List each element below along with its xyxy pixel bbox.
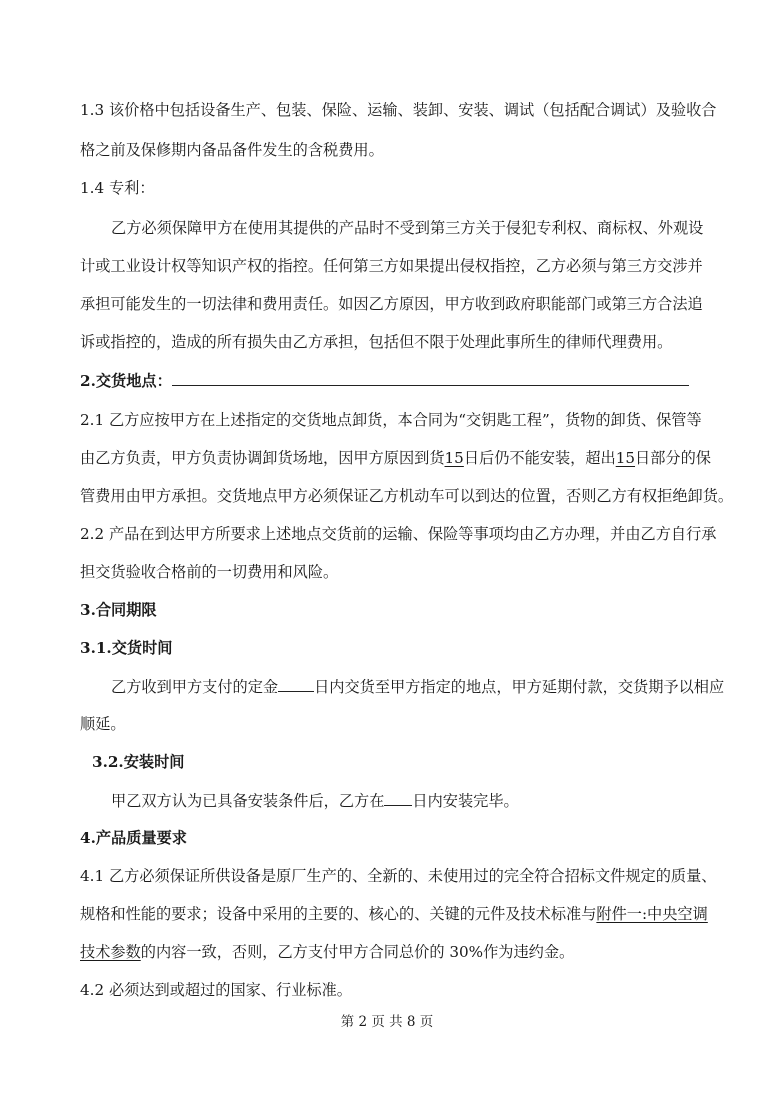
clause-4-1-text-b: 的内容一致，否则，乙方支付甲方合同总价的 30%作为违约金。	[140, 943, 575, 961]
clause-1-4-heading: 1.4 专利：	[80, 179, 155, 197]
clause-1-4-para-line-2: 计或工业设计权等知识产权的指控。任何第三方如果提出侵权指控，乙方必须与第三方交涉并	[80, 257, 703, 275]
clause-2-1-text-c: 日部分的保	[635, 449, 711, 467]
clause-4-1-text-a: 规格和性能的要求；设备中采用的主要的、核心的、关键的元件及技术标准与	[80, 905, 597, 923]
delivery-location-blank	[172, 370, 689, 386]
section-3-heading: 3.合同期限	[80, 601, 157, 619]
clause-2-1-line-3: 管费用由甲方承担。交货地点甲方必须保证乙方机动车可以到达的位置，否则乙方有权拒绝卸货。	[80, 487, 734, 505]
attachment-reference-part-2: 技术参数	[80, 943, 141, 961]
section-2-heading-text: 2.交货地点：	[80, 372, 172, 390]
clause-3-2-text-b: 日内安装完毕。	[412, 792, 519, 810]
clause-3-1-line-1	[111, 676, 724, 697]
clause-2-1-line-1: 2.1 乙方应按甲方在上述指定的交货地点卸货，本合同为“交钥匙工程”，货物的卸货、保管等	[80, 411, 702, 429]
clause-3-1-text-a: 乙方收到甲方支付的定金	[111, 678, 279, 696]
page-number-footer: 第 2 页 共 8 页	[340, 1014, 434, 1030]
clause-3-2-heading: 3.2.安装时间	[92, 753, 185, 771]
clause-2-2-line-2: 担交货验收合格前的一切费用和风险。	[80, 563, 339, 581]
delivery-days-blank	[278, 676, 314, 692]
clause-2-2-line-1: 2.2 产品在到达甲方所要求上述地点交货前的运输、保险等事项均由乙方办理，并由乙方自行承	[80, 525, 717, 543]
clause-1-4-para-line-4: 诉或指控的，造成的所有损失由乙方承担，包括但不限于处理此事所生的律师代理费用。	[80, 333, 673, 351]
attachment-reference-part-1: 附件一:中央空调	[596, 905, 708, 923]
clause-4-1-line-3	[80, 942, 574, 962]
clause-4-1-line-2	[80, 904, 708, 924]
clause-3-1-line-2: 顺延。	[80, 715, 126, 733]
days-value-1: 15	[444, 449, 464, 467]
clause-4-2-line-1: 4.2 必须达到或超过的国家、行业标准。	[80, 981, 352, 999]
clause-1-3-line-2: 格之前及保修期内备品备件发生的含税费用。	[80, 141, 384, 159]
clause-2-1-text-b: 日后仍不能安装，超出	[463, 449, 616, 467]
clause-3-1-text-b: 日内交货至甲方指定的地点，甲方延期付款，交货期予以相应	[314, 678, 725, 696]
clause-1-4-para-line-1: 乙方必须保障甲方在使用其提供的产品时不受到第三方关于侵犯专利权、商标权、外观设	[111, 219, 704, 237]
section-2-heading	[80, 370, 689, 391]
clause-3-2-line-1	[111, 790, 519, 811]
install-days-blank	[384, 790, 412, 806]
clause-2-1-text-a: 由乙方负责，甲方负责协调卸货场地，因甲方原因到货	[80, 449, 445, 467]
clause-4-1-line-1: 4.1 乙方必须保证所供设备是原厂生产的、全新的、未使用过的完全符合招标文件规定的质量、	[80, 867, 717, 885]
clause-1-4-para-line-3: 承担可能发生的一切法律和费用责任。如因乙方原因，甲方收到政府职能部门或第三方合法追	[80, 295, 703, 313]
section-4-heading: 4.产品质量要求	[80, 829, 187, 847]
days-value-2: 15	[615, 449, 636, 467]
clause-2-1-line-2	[80, 448, 711, 468]
clause-1-3-line-1: 1.3 该价格中包括设备生产、包装、保险、运输、装卸、安装、调试（包括配合调试）及验收合	[80, 101, 717, 119]
clause-3-2-text-a: 甲乙双方认为已具备安装条件后，乙方在	[111, 792, 385, 810]
clause-3-1-heading: 3.1.交货时间	[80, 639, 173, 657]
